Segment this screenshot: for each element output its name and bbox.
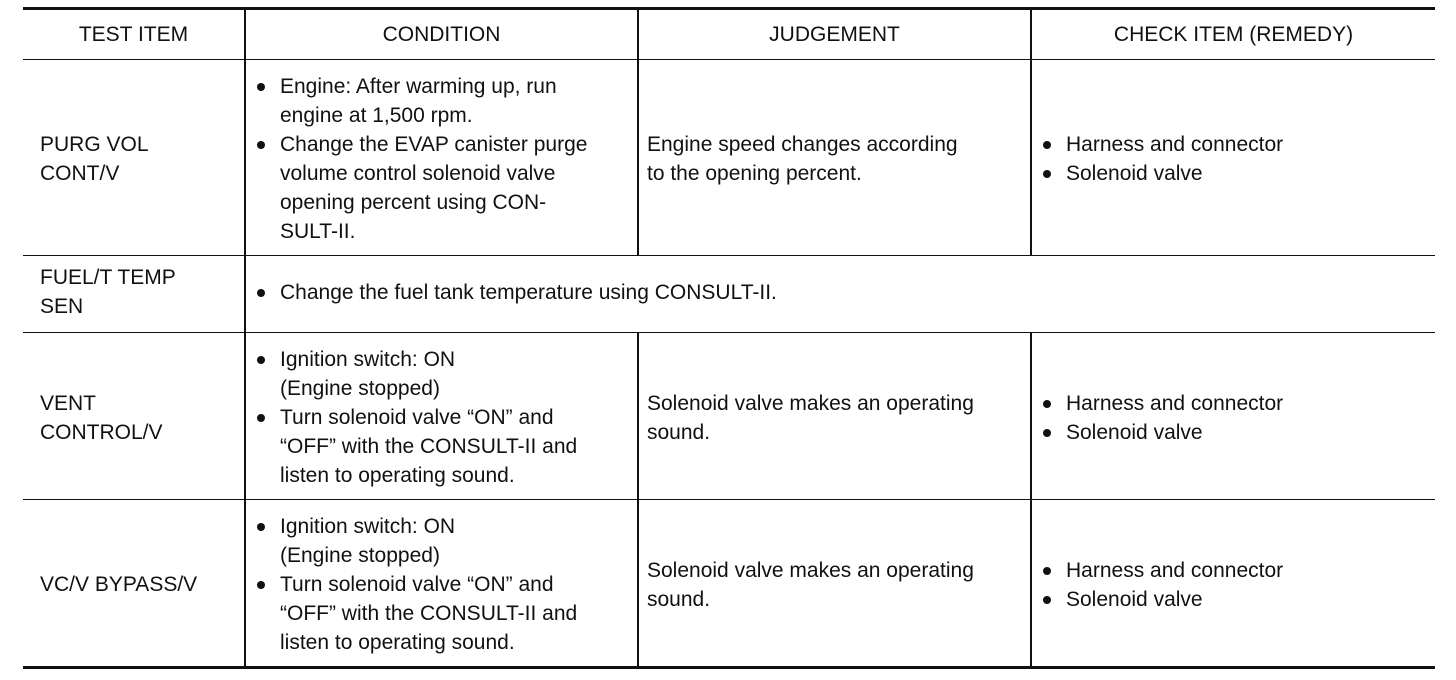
judgement-cell: Solenoid valve makes an operating sound. [638, 333, 1031, 500]
condition-bullet: Engine: After warming up, run engine at 1,500 rpm. [255, 72, 633, 130]
judgement-cell: Engine speed changes according to the opening percent. [638, 60, 1031, 256]
table-row [23, 333, 1435, 500]
check-item-bullet: Solenoid valve [1041, 585, 1431, 614]
column-header-check-item: CHECK ITEM (REMEDY) [1031, 9, 1435, 60]
condition-cell-wide [245, 256, 1435, 333]
judgement-cell: Solenoid valve makes an operating sound. [638, 500, 1031, 668]
condition-list [255, 512, 633, 657]
check-item-cell [1031, 500, 1435, 668]
table-row [23, 60, 1435, 256]
check-item-list [1041, 130, 1431, 188]
test-item-cell [23, 333, 245, 500]
condition-bullet: Ignition switch: ON (Engine stopped) [255, 512, 633, 570]
table-row [23, 256, 1435, 333]
condition-bullet: Change the fuel tank temperature using CONSULT-II. [255, 278, 1431, 307]
test-item-line: VC/V BYPASS/V [40, 573, 198, 596]
check-item-bullet: Harness and connector [1041, 130, 1431, 159]
condition-cell [245, 333, 638, 500]
check-item-list [1041, 556, 1431, 614]
condition-list [255, 72, 633, 246]
header-row [23, 9, 1435, 60]
check-item-cell [1031, 333, 1435, 500]
condition-list [255, 278, 1431, 307]
test-item-line: CONTROL/V [40, 420, 163, 444]
column-header-test-item: TEST ITEM [23, 9, 245, 60]
check-item-bullet: Solenoid valve [1041, 159, 1431, 188]
check-item-list [1041, 389, 1431, 447]
check-item-cell [1031, 60, 1435, 256]
condition-cell [245, 500, 638, 668]
condition-bullet: Turn solenoid valve “ON” and “OFF” with the CONSULT-II and listen to operating sound. [255, 403, 633, 490]
column-header-condition: CONDITION [245, 9, 638, 60]
check-item-bullet: Harness and connector [1041, 556, 1431, 585]
test-item-cell [23, 256, 245, 333]
column-header-judgement: JUDGEMENT [638, 9, 1031, 60]
check-item-bullet: Solenoid valve [1041, 418, 1431, 447]
test-item-line: PURG VOL [40, 133, 149, 156]
active-test-table [23, 7, 1435, 669]
condition-list [255, 345, 633, 490]
test-item-line: CONT/V [40, 162, 120, 185]
test-item-line: SEN [40, 295, 84, 318]
test-item-line: FUEL/T TEMP [40, 266, 176, 289]
condition-bullet: Change the EVAP canister purge volume control solenoid valve opening percent using CON- SULT-II. [255, 130, 633, 246]
condition-bullet: Turn solenoid valve “ON” and “OFF” with the CONSULT-II and listen to operating sound. [255, 570, 633, 657]
test-item-cell [23, 60, 245, 256]
condition-cell [245, 60, 638, 256]
table-row [23, 500, 1435, 668]
test-item-cell [23, 500, 245, 668]
test-item-line: VENT [40, 391, 97, 415]
condition-bullet: Ignition switch: ON (Engine stopped) [255, 345, 633, 403]
check-item-bullet: Harness and connector [1041, 389, 1431, 418]
